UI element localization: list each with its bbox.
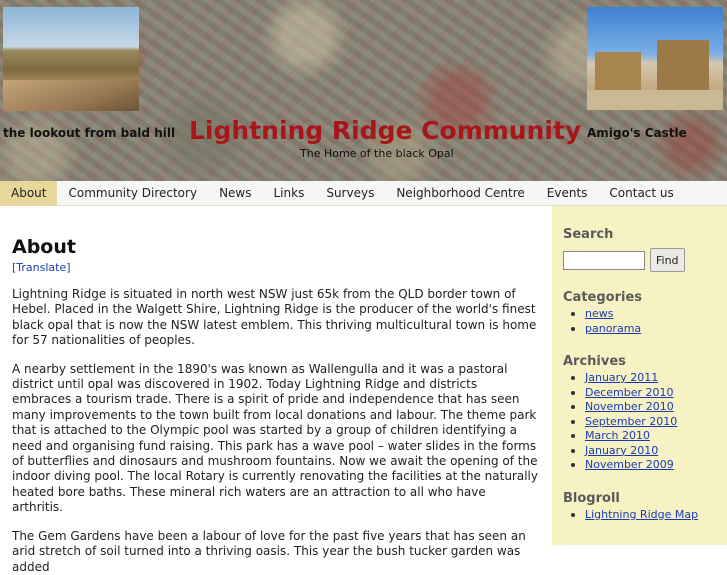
archive-link[interactable]: January 2011 [585, 371, 659, 384]
site-tagline: The Home of the black Opal [300, 147, 454, 160]
nav-item-links[interactable]: Links [273, 185, 305, 200]
category-link-news[interactable]: news [585, 307, 614, 320]
search-input[interactable] [563, 251, 645, 270]
nav-item-news[interactable]: News [219, 185, 252, 200]
castle-wall-left [595, 52, 641, 92]
archive-link[interactable]: September 2010 [585, 414, 678, 428]
castle-ground [587, 90, 723, 110]
categories-heading: Categories [563, 290, 643, 305]
archive-link[interactable]: January 2010 [585, 443, 659, 457]
photo-caption-right: Amigo's Castle [587, 126, 687, 140]
list-item [563, 508, 727, 523]
blogroll-link-map[interactable]: Lightning Ridge Map [585, 507, 699, 521]
archives-heading: Archives [563, 354, 626, 369]
translate-link[interactable]: [Translate] [12, 261, 71, 274]
find-button[interactable]: Find [650, 248, 685, 272]
page-title: About [12, 236, 76, 258]
archive-link[interactable]: December 2010 [585, 385, 674, 399]
search-heading: Search [563, 227, 614, 242]
list-item [563, 429, 727, 444]
blogroll-heading: Blogroll [563, 490, 620, 506]
list-item [563, 444, 727, 459]
blogroll-section [563, 491, 727, 523]
sidebar [552, 206, 727, 545]
archive-link[interactable]: March 2010 [585, 429, 651, 442]
amigos-castle-photo[interactable] [587, 7, 723, 110]
archive-link[interactable]: November 2009 [585, 458, 674, 471]
list-item [563, 322, 727, 337]
nav-item-events[interactable]: Events [546, 185, 588, 200]
paragraph-history: A nearby settlement in the 1890's was known as Wallengulla and it was a pastoral district until opal was discovered in 1902. Today Lightning Ridge and districts embraces a tourism trade. There is a spirit of pride and independence that has seen many improvements to the town built from local donations and labour. The theme park that is attached to the Olympic pool was started by a group of children identifying a need and organising fund raising. This park has a wave pool – water slides in the forms of butterflies and dinosaurs and mushroom fountains. Now we await the opening of the indoor diving pool. The local Rotary is currently renovating the facilities at the naturally heated bore baths. These mineral rich waters are an attraction to all who have arthritis. [12, 361, 538, 515]
photo-caption-left: the lookout from bald hill [3, 126, 176, 140]
list-item [563, 400, 727, 415]
list-item [563, 458, 727, 473]
site-header [0, 0, 727, 181]
list-item [563, 415, 727, 430]
main-nav [0, 181, 727, 206]
nav-item-contact-us[interactable]: Contact us [609, 185, 674, 200]
list-item [563, 386, 727, 401]
bald-hill-photo[interactable] [3, 7, 139, 111]
nav-item-neighborhood-centre[interactable]: Neighborhood Centre [396, 185, 525, 200]
list-item [563, 307, 727, 322]
main-content [0, 206, 552, 574]
nav-item-surveys[interactable]: Surveys [326, 185, 375, 200]
list-item [563, 371, 727, 386]
paragraph-gem-gardens: The Gem Gardens have been a labour of love for the past five years that has seen an arid stretch of soil turned into a thriving oasis. This year the bush tucker garden was added [12, 528, 526, 574]
archive-link[interactable]: November 2010 [585, 400, 674, 413]
category-link-panorama[interactable]: panorama [585, 321, 642, 335]
castle-tower [657, 40, 709, 92]
nav-item-community-directory[interactable]: Community Directory [68, 185, 198, 200]
categories-section [563, 290, 727, 336]
archives-section [563, 354, 727, 473]
paragraph-intro: Lightning Ridge is situated in north west NSW just 65k from the QLD border town of Hebel. Placed in the Walgett Shire, Lightning Ridge is the producer of the world's finest black opal that is now the NSW latest emblem. This thriving multicultural town is home for 57 nationalities of peoples. [12, 287, 537, 348]
nav-item-about[interactable]: About [0, 181, 57, 206]
site-title[interactable]: Lightning Ridge Community [189, 116, 582, 145]
search-section [563, 227, 727, 272]
